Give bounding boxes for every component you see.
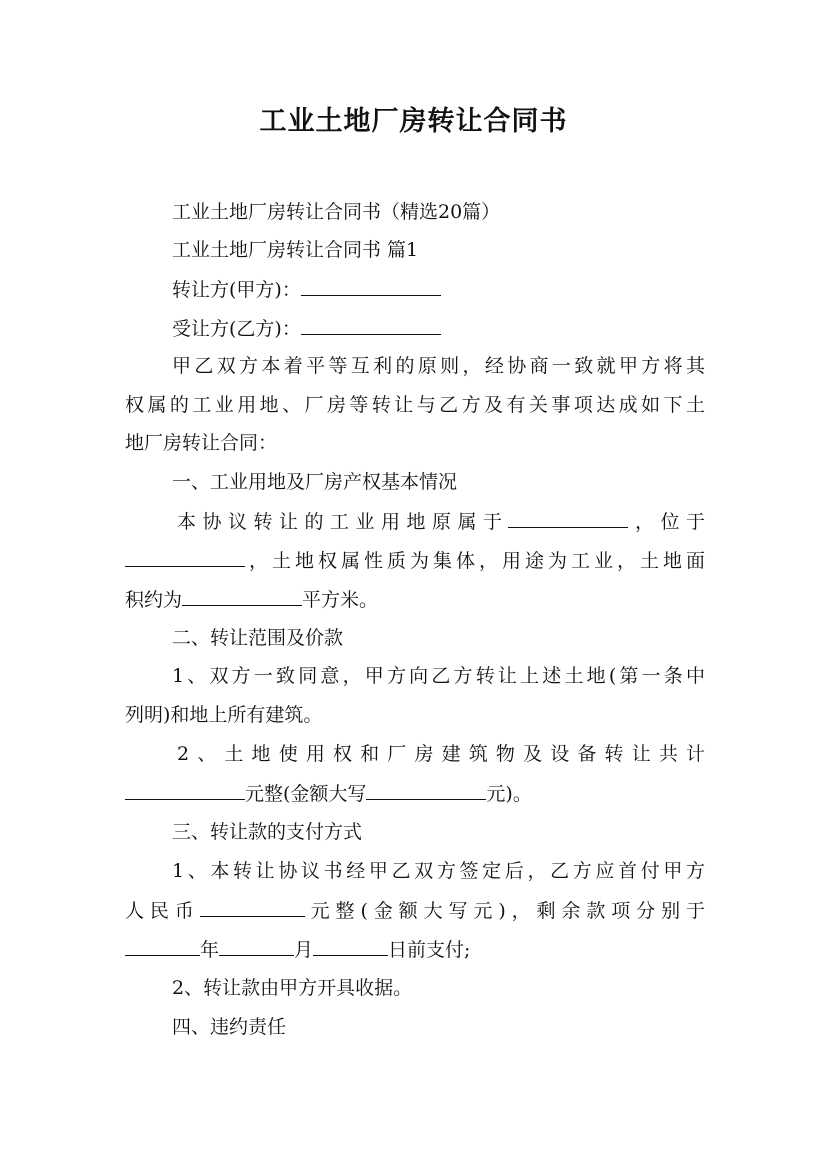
section-1-line [125, 548, 705, 573]
section-1-title: 一、工业用地及厂房产权基本情况 [172, 471, 458, 493]
section-1-text: 平方米。 [302, 589, 379, 611]
party-b-label: 受让方(乙方)： [172, 318, 301, 340]
party-b-line [172, 316, 705, 341]
section-1-line [125, 587, 705, 612]
intro-line: 地厂房转让合同： [125, 432, 278, 454]
section-2-line: 列明)和地上所有建筑。 [125, 704, 323, 726]
section-1-line [177, 509, 705, 534]
section-3-line: 2、转让款由甲方开具收据。 [172, 977, 413, 999]
party-a-label: 转让方(甲方)： [172, 279, 301, 301]
area-blank [182, 587, 302, 606]
year-blank [125, 937, 200, 956]
section-3-text: 日前支付; [388, 939, 471, 961]
document-title: 工业土地厂房转让合同书 [259, 106, 568, 137]
chapter-heading: 工业土地厂房转让合同书 篇1 [172, 239, 419, 261]
section-1-text: 本协议转让的工业用地原属于 [177, 511, 509, 533]
intro-line: 甲乙双方本着平等互利的原则，经协商一致就甲方将其 [172, 355, 705, 377]
section-3-line [125, 937, 705, 962]
document-heading: 工业土地厂房转让合同书（精选20篇） [172, 201, 501, 223]
intro-line: 权属的工业用地、厂房等转让与乙方及有关事项达成如下土 [125, 394, 705, 416]
section-2-line: 2、土地使用权和厂房建筑物及设备转让共计 [177, 743, 705, 765]
section-1-text: 积约为 [125, 589, 183, 611]
section-2-line [125, 781, 705, 806]
section-4-title: 四、违约责任 [172, 1016, 287, 1038]
party-a-blank [301, 277, 441, 296]
section-3-text: 月 [294, 939, 314, 961]
section-3-line: 1、本转让协议书经甲乙双方签定后，乙方应首付甲方 [172, 860, 705, 882]
section-2-line: 1、双方一致同意，甲方向乙方转让上述土地(第一条中 [172, 665, 705, 687]
owner-blank [508, 509, 628, 528]
party-a-line [172, 277, 705, 302]
section-3-text: 年 [200, 939, 220, 961]
down-payment-blank [200, 898, 305, 917]
section-2-text: 元整(金额大写 [245, 783, 367, 805]
section-2-title: 二、转让范围及价款 [172, 627, 344, 649]
month-blank [219, 937, 294, 956]
party-b-blank [301, 316, 441, 335]
section-3-line [125, 898, 705, 923]
location-blank [125, 548, 245, 567]
section-2-text: 元)。 [486, 783, 532, 805]
section-3-text: 元整(金额大写元)，剩余款项分别于 [304, 900, 705, 922]
section-3-text: 人民币 [125, 900, 200, 922]
section-1-text: ，位于 [628, 511, 705, 533]
section-3-title: 三、转让款的支付方式 [172, 821, 363, 843]
section-1-text: ，土地权属性质为集体，用途为工业，土地面 [245, 550, 705, 572]
price-blank [125, 781, 245, 800]
price-words-blank [366, 781, 486, 800]
day-blank [313, 937, 388, 956]
